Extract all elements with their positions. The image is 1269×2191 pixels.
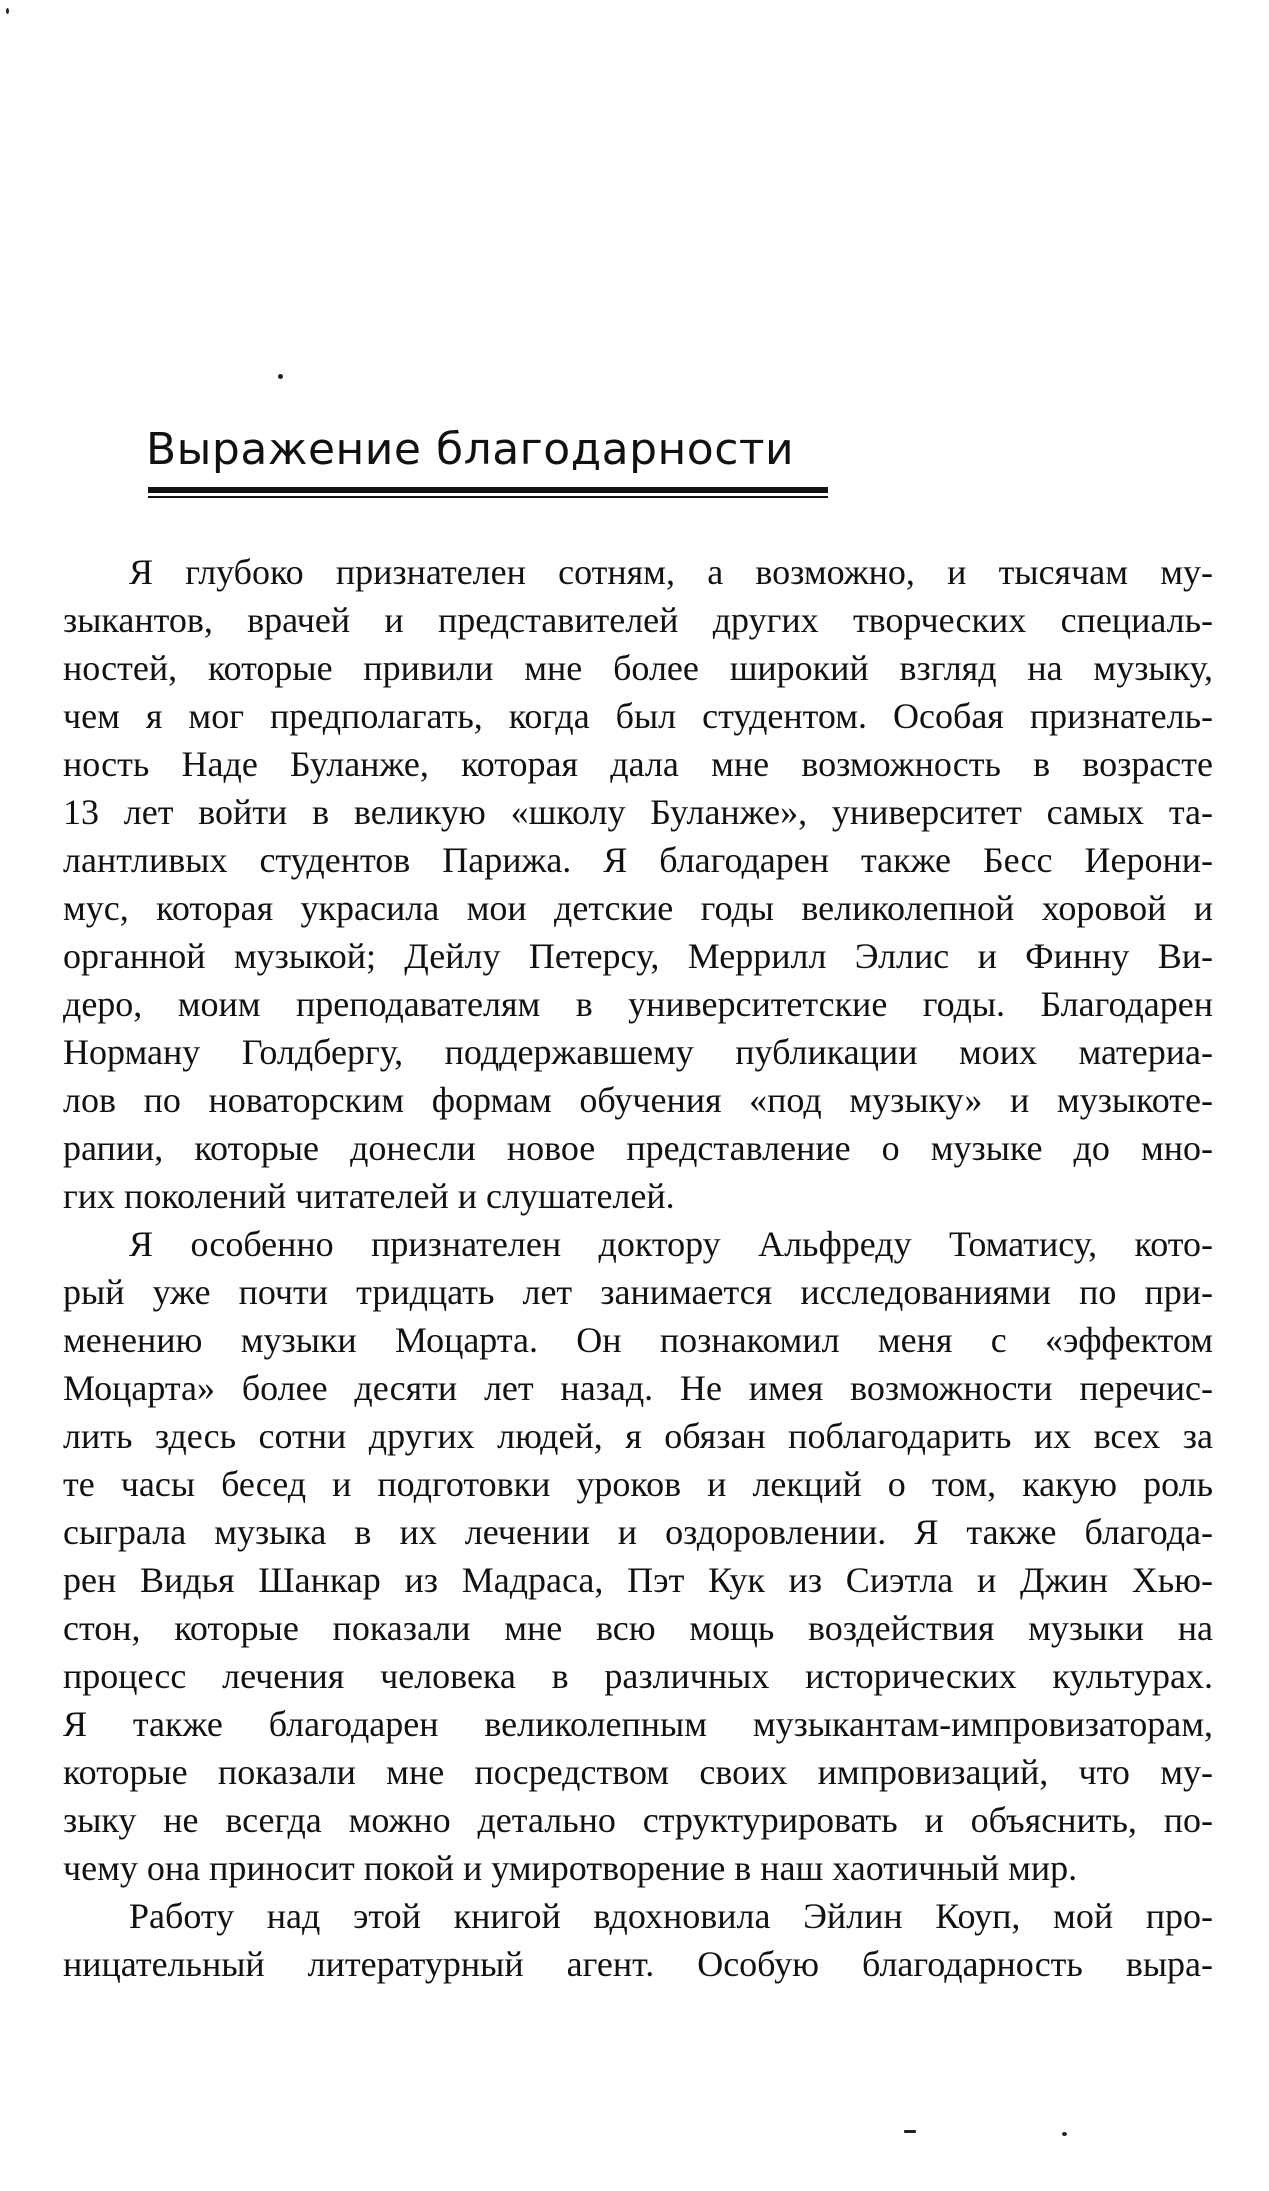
body-text [63,548,1213,1988]
heading-rule-thick [148,487,828,493]
heading-rule-thin [148,496,828,498]
text-line: которые показали мне посредством своих импровизаций, что му- [63,1752,1213,1792]
text-line: лов по новаторским формам обучения «под музыку» и музыкоте- [63,1080,1213,1120]
text-line: рапии, которые донесли новое представление о музыке до мно- [63,1128,1213,1168]
text-line: менению музыки Моцарта. Он познакомил меня с «эффектом [63,1320,1213,1360]
page-heading: Выражение благодарности [146,424,795,475]
text-line: те часы бесед и подготовки уроков и лекций о том, какую роль [63,1464,1213,1504]
text-line: чем я мог предполагать, когда был студентом. Особая признатель- [63,696,1213,736]
text-line: рен Видья Шанкар из Мадраса, Пэт Кук из Сиэтла и Джин Хью- [63,1560,1213,1600]
text-line: ницательный литературный агент. Особую благодарность выра- [63,1944,1213,1984]
text-line: гих поколений читателей и слушателей. [63,1176,675,1216]
text-line: сыграла музыка в их лечении и оздоровлении. Я также благода- [63,1512,1213,1552]
text-line: лить здесь сотни других людей, я обязан поблагодарить их всех за [63,1416,1213,1456]
text-line: зыкантов, врачей и представителей других творческих специаль- [63,600,1213,640]
scan-speck [1062,2132,1067,2136]
text-line: деро, моим преподавателям в университетские годы. Благодарен [63,984,1213,1024]
paragraph [63,1892,1213,1988]
text-line: мус, которая украсила мои детские годы великолепной хоровой и [63,888,1213,928]
text-line: 13 лет войти в великую «школу Буланже», университет самых та- [63,792,1213,832]
text-line: рый уже почти тридцать лет занимается исследованиями по при- [63,1272,1213,1312]
text-line: стон, которые показали мне всю мощь воздействия музыки на [63,1608,1213,1648]
text-line: чему она приносит покой и умиротворение в наш хаотичный мир. [63,1848,1078,1888]
text-line: зыку не всегда можно детально структурировать и объяснить, по- [63,1800,1213,1840]
scan-speck [6,8,9,14]
text-line: Норману Голдбергу, поддержавшему публикации моих материа- [63,1032,1213,1072]
scan-speck [904,2130,916,2133]
paragraph [63,1220,1213,1892]
text-line: Работу над этой книгой вдохновила Эйлин Коуп, мой про- [129,1896,1213,1936]
text-line: Я также благодарен великолепным музыкантам-импровизаторам, [63,1704,1213,1744]
text-line: Я особенно признателен доктору Альфреду Томатису, кото- [129,1224,1213,1264]
text-line: ность Наде Буланже, которая дала мне возможность в возрасте [63,744,1213,784]
text-line: Я глубоко признателен сотням, а возможно, и тысячам му- [129,552,1213,592]
text-line: лантливых студентов Парижа. Я благодарен также Бесс Иерони- [63,840,1213,880]
paragraph [63,548,1213,1220]
text-line: ностей, которые привили мне более широкий взгляд на музыку, [63,648,1213,688]
text-line: Моцарта» более десяти лет назад. Не имея возможности перечис- [63,1368,1213,1408]
scan-speck [278,374,283,379]
text-line: процесс лечения человека в различных исторических культурах. [63,1656,1213,1696]
text-line: органной музыкой; Дейлу Петерсу, Меррилл Эллис и Финну Ви- [63,936,1213,976]
